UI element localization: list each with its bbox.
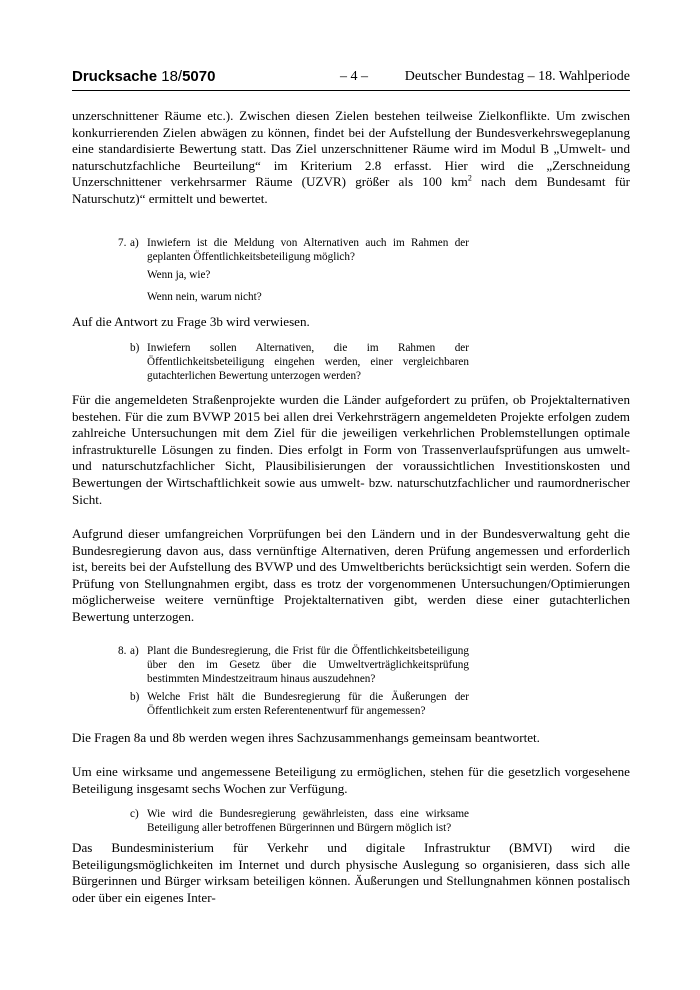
- question-letter: b): [130, 342, 140, 354]
- question-8c: Wie wird die Bundesregierung gewährleisten, dass eine wirksame Beteiligung aller betroffenen Bürgerinnen und Bürgern möglich ist?: [147, 808, 469, 835]
- question-number: 7.: [118, 237, 127, 249]
- answer-8ab-paragraph-2: Um eine wirksame und angemessene Beteiligung zu ermöglichen, stehen für die gesetzlich vorgesehene Beteiligung insgesamt sechs Wochen zur Verfügung.: [72, 764, 630, 796]
- answer-8ab-paragraph-1: Die Fragen 8a und 8b werden wegen ihres Sachzusammenhangs gemeinsam beantwortet.: [72, 730, 540, 745]
- answer-7b-paragraph-1: Für die angemeldeten Straßenprojekte wurden die Länder aufgefordert zu prüfen, ob Projektalternativen bestehen. Für die zum BVWP 2015 bei allen drei Verkehrsträgern angemeldeten Projekte erfolgen zudem zahlreiche Untersuchungen mit dem Ziel für die jeweiligen verkehrlichen Problemstellungen optimale infrastrukturelle Lösungen zu finden. Dies erfolgt in Form von Trassenverlaufsprüfungen aus umwelt- und naturschutzfachlicher Sicht, Plausibilisierungen der voraussichtlichen Investitionskosten und Bewertungen der Wirtschaftlichkeit sowie aus umwelt- bzw. naturschutzfachlicher und raumordnerischer Sicht.: [72, 392, 630, 507]
- answer-7a: Auf die Antwort zu Frage 3b wird verwiesen.: [72, 314, 310, 329]
- paragraph-intro: unzerschnittener Räume etc.). Zwischen diesen Zielen bestehen teilweise Zielkonflikte. Um zwischen konkurrierenden Zielen abwägen zu können, findet bei der Aufstellung der Bundesverkehrswegeplanung eine standardisierte Bewertung statt. Das Ziel unzerschnittener Räume wird im Modul B „Umwelt- und naturschutzfachliche Beurteilung“ im Kriterium 2.8 erfasst. Hier wird die „Zerschneidung Unzerschnittener verkehrsarmer Räume (UZVR) größer als 100 $km^2$ nach dem Bundesamt für Naturschutz)“ ermittelt und bewertet.: [72, 108, 631, 206]
- question-7a-yes: Wenn ja, wie?: [147, 269, 211, 281]
- question-number: 8.: [118, 645, 127, 657]
- question-letter: a): [130, 237, 139, 249]
- question-8a: Plant die Bundesregierung, die Frist für die Öffentlichkeitsbeteiligung über den im Gesetz über die Umweltverträglichkeitsprüfung bestimmten Mindestzeitraum hinaus auszudehnen?: [147, 645, 469, 686]
- document-label: Drucksache 18/5070: [72, 68, 216, 85]
- answer-8c: Das Bundesministerium für Verkehr und digitale Infrastruktur (BMVI) wird die Beteiligungsmöglichkeiten im Internet und durch physische Auslegung so organisieren, dass sich alle Bürgerinnen und Bürger wirksam beteiligen können. Äußerungen und Stellungnahmen können postalisch oder über ein eigenes Inter-: [72, 840, 630, 905]
- institution-label: Deutscher Bundestag – 18. Wahlperiode: [404, 69, 630, 84]
- question-7a-no: Wenn nein, warum nicht?: [147, 291, 262, 303]
- page-header: [72, 66, 630, 91]
- question-letter: c): [130, 808, 139, 820]
- question-7b: Inwiefern sollen Alternativen, die im Rahmen der Öffentlichkeitsbeteiligung eingehen werden, einer vergleichbaren gutachterlichen Bewertung unterzogen werden?: [147, 342, 469, 383]
- answer-7b-paragraph-2: Aufgrund dieser umfangreichen Vorprüfungen bei den Ländern und in der Bundesverwaltung geht die Bundesregierung davon aus, dass vernünftige Alternativen, deren Prüfung angemessen und erforderlich ist, bereits bei der Aufstellung des BVWP und des Umweltberichts berücksichtigt sein werden. Sofern die Prüfung von Stellungnahmen ergibt, dass es trotz der vorgenommenen Untersuchungen/Optimierungen möglicherweise weitere vernünftige Projektalternativen gibt, werden diese einer gutachterlichen Bewertung unterzogen.: [72, 526, 630, 624]
- question-8b: Welche Frist hält die Bundesregierung für die Äußerungen der Öffentlichkeit zum ersten Referentenentwurf für angemessen?: [147, 691, 469, 718]
- question-letter: b): [130, 691, 140, 703]
- question-letter: a): [130, 645, 139, 657]
- question-7a: Inwiefern ist die Meldung von Alternativen auch im Rahmen der geplanten Öffentlichkeitsbeteiligung möglich?: [147, 237, 469, 264]
- page-number: – 4 –: [340, 69, 368, 84]
